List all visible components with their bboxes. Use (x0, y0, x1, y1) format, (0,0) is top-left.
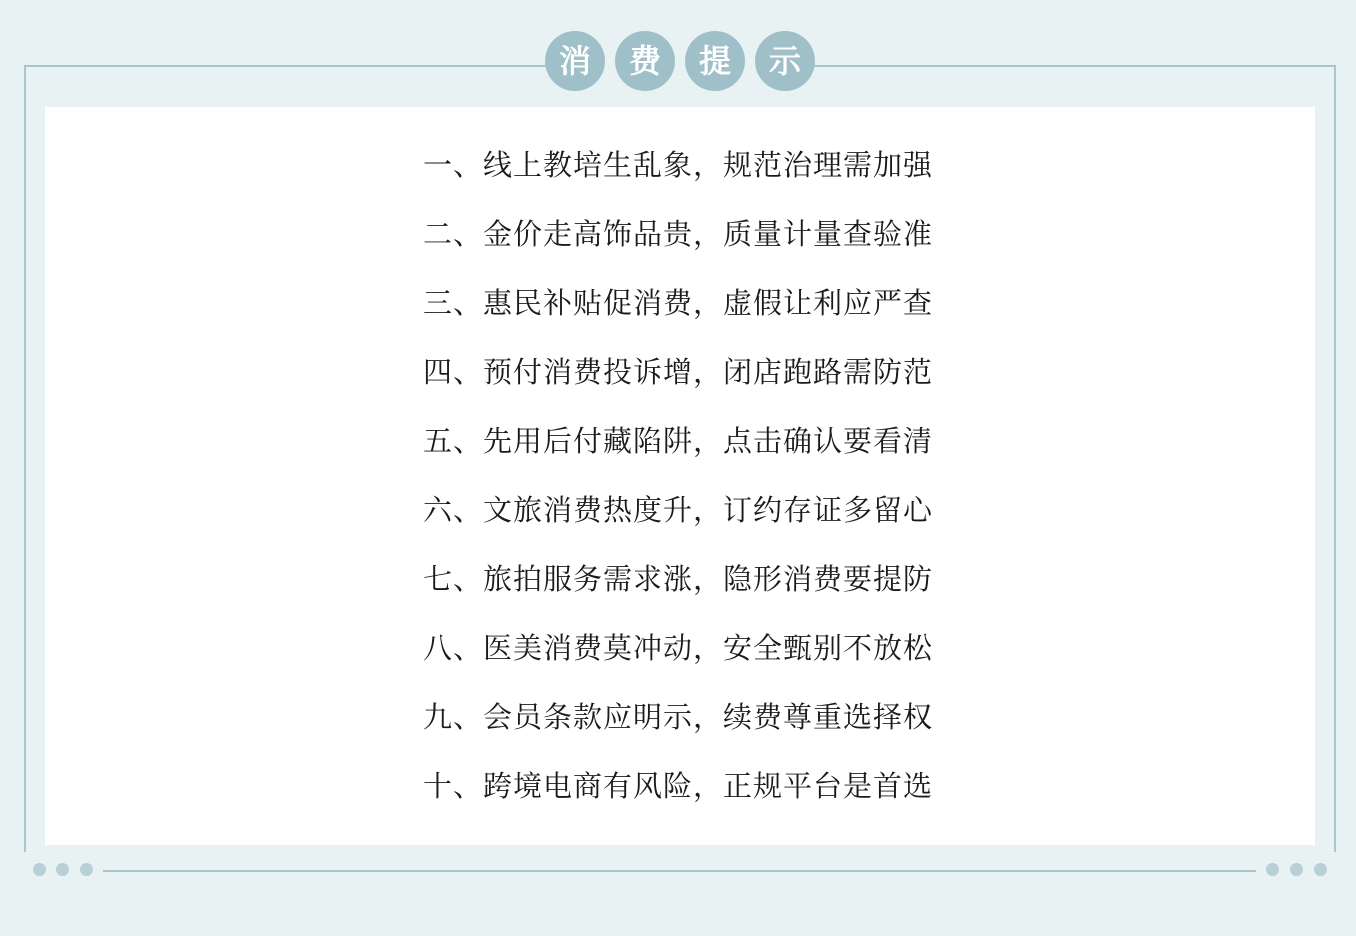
decor-dot-left-3 (80, 863, 93, 876)
decor-dot-right-3 (1314, 863, 1327, 876)
tip-text: 七、旅拍服务需求涨，隐形消费要提防 (422, 562, 933, 596)
tip-text: 五、先用后付藏陷阱，点击确认要看清 (422, 424, 933, 458)
tip-text: 四、预付消费投诉增，闭店跑路需防范 (422, 355, 933, 389)
bottom-divider-line (103, 870, 1256, 872)
tip-text: 二、金价走高饰品贵，质量计量查验准 (422, 217, 933, 251)
title-char-4: 示 (755, 31, 815, 91)
decor-dot-left-2 (56, 863, 69, 876)
page-title (545, 31, 817, 91)
tip-text: 十、跨境电商有风险，正规平台是首选 (422, 769, 933, 803)
tip-text: 九、会员条款应明示，续费尊重选择权 (422, 700, 933, 734)
frame-top-right-line (814, 65, 1336, 67)
tip-text: 六、文旅消费热度升，订约存证多留心 (422, 493, 933, 527)
tip-item (0, 769, 1356, 857)
tip-text: 三、惠民补贴促消费，虚假让利应严查 (422, 286, 933, 320)
tips-list (0, 148, 1356, 857)
tip-text: 一、线上教培生乱象，规范治理需加强 (422, 148, 933, 182)
title-char-1: 消 (545, 31, 605, 91)
decor-dot-right-1 (1266, 863, 1279, 876)
tip-text: 八、医美消费莫冲动，安全甄别不放松 (422, 631, 933, 665)
decor-dot-left-1 (33, 863, 46, 876)
title-char-3: 提 (685, 31, 745, 91)
title-char-2: 费 (615, 31, 675, 91)
frame-top-left-line (24, 65, 546, 67)
decor-dot-right-2 (1290, 863, 1303, 876)
